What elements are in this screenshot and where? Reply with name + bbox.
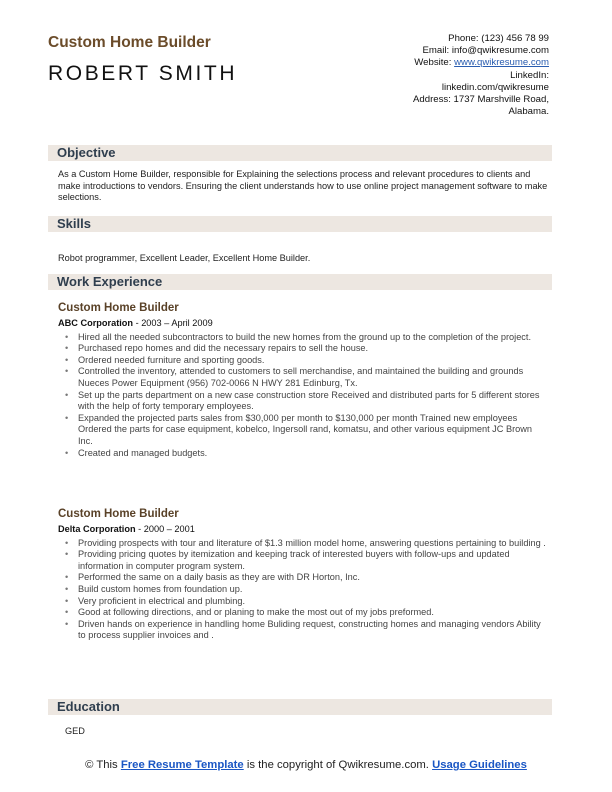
contact-website: [299, 57, 549, 69]
footer-prefix: © This: [85, 759, 121, 771]
job-entry: [58, 301, 548, 459]
usage-guidelines-link[interactable]: Usage Guidelines: [432, 759, 527, 771]
company-name: Delta Corporation: [58, 524, 136, 534]
job-bullet: • Hired all the needed subcontractors to build the new homes from the ground up to the completion of the project.: [58, 332, 548, 344]
skills-heading: Skills: [57, 216, 91, 231]
job-bullet: • Good at following directions, and or planing to make the most out of my jobs preformed.: [58, 607, 548, 619]
website-label: Website:: [414, 57, 452, 69]
education-section-header: [48, 699, 552, 715]
job-title: Custom Home Builder: [48, 34, 211, 51]
job-dates: - 2000 – 2001: [135, 524, 195, 534]
company-name: ABC Corporation: [58, 318, 134, 328]
job-entry-company-line: [58, 524, 548, 536]
job-bullet: • Purchased repo homes and did the necessary repairs to sell the house.: [58, 343, 548, 355]
job-bullet: • Very proficient in electrical and plumbing.: [58, 596, 548, 608]
contact-phone: Phone: (123) 456 78 99: [448, 33, 549, 44]
job-bullet: • Expanded the projected parts sales from $30,000 per month to $130,000 per month Trained new employees Ordered the parts for case equipment, kobelco, Ingersoll rand, komatsu, and other various equipment JC Brown Inc.: [58, 413, 548, 448]
work-experience-section-header: [48, 274, 552, 290]
linkedin-label: LinkedIn:: [510, 69, 549, 81]
job-entry-title: Custom Home Builder: [58, 302, 179, 314]
linkedin-url: linkedin.com/qwikresume: [441, 81, 549, 93]
footer-middle: is the copyright of Qwikresume.com.: [243, 759, 433, 771]
objective-section-header: [48, 145, 552, 161]
objective-heading: Objective: [57, 145, 116, 160]
job-bullet: • Controlled the inventory, attended to customers to sell merchandise, and maintained the building and grounds Nueces Power Equipment (956) 702-0066 N HWY 281 Edinburg, Tx.: [58, 366, 548, 389]
contact-email: Email: info@qwikresume.com: [422, 45, 549, 57]
address-line-1: Address: 1737 Marshville Road,: [413, 94, 549, 106]
job-bullet: • Created and managed budgets.: [58, 448, 548, 460]
job-bullet: • Ordered needed furniture and sporting goods.: [58, 355, 548, 367]
job-bullet: • Providing prospects with tour and literature of $1.3 million model home, answering questions pertaining to building .: [58, 538, 548, 550]
education-heading: Education: [57, 699, 120, 714]
resume-header: [48, 34, 237, 86]
job-bullet: • Providing pricing quotes by itemization and keeping track of interested buyers with follow-ups and updated information in computer program system.: [58, 549, 548, 572]
education-text: GED: [65, 726, 85, 736]
work-experience-heading: Work Experience: [57, 274, 163, 289]
objective-text: As a Custom Home Builder, responsible for Explaining the selections process and relevant procedures to clients and make introductions to vendors. Ensuring the client understands how to use online project management software to make selections.: [58, 169, 548, 203]
skills-section-header: [48, 216, 552, 232]
address-line-2: Alabama.: [508, 106, 549, 118]
job-bullets: [58, 332, 548, 460]
job-bullet: • Performed the same on a daily basis as they are with DR Horton, Inc.: [58, 572, 548, 584]
job-bullet: • Driven hands on experience in handling home Buliding request, constructing homes and managing vendors Ability to process supplier invoices and .: [58, 619, 548, 642]
job-dates: - 2003 – April 2009: [133, 318, 213, 328]
copyright-footer: [0, 758, 612, 772]
free-resume-template-link[interactable]: Free Resume Template: [120, 759, 244, 771]
skills-text: Robot programmer, Excellent Leader, Excellent Home Builder.: [58, 253, 311, 263]
job-bullet: • Build custom homes from foundation up.: [58, 584, 548, 596]
job-entry-company-line: [58, 318, 548, 330]
job-bullets: [58, 538, 548, 642]
contact-block: [299, 33, 549, 118]
job-bullet: • Set up the parts department on a new case construction store Received and distributed parts for 5 different stores with the help of forty temporary employees.: [58, 390, 548, 413]
job-entry: [58, 507, 548, 642]
website-link[interactable]: www.qwikresume.com: [454, 57, 549, 69]
candidate-name: ROBERT SMITH: [48, 62, 238, 85]
job-entry-title: Custom Home Builder: [58, 508, 179, 520]
